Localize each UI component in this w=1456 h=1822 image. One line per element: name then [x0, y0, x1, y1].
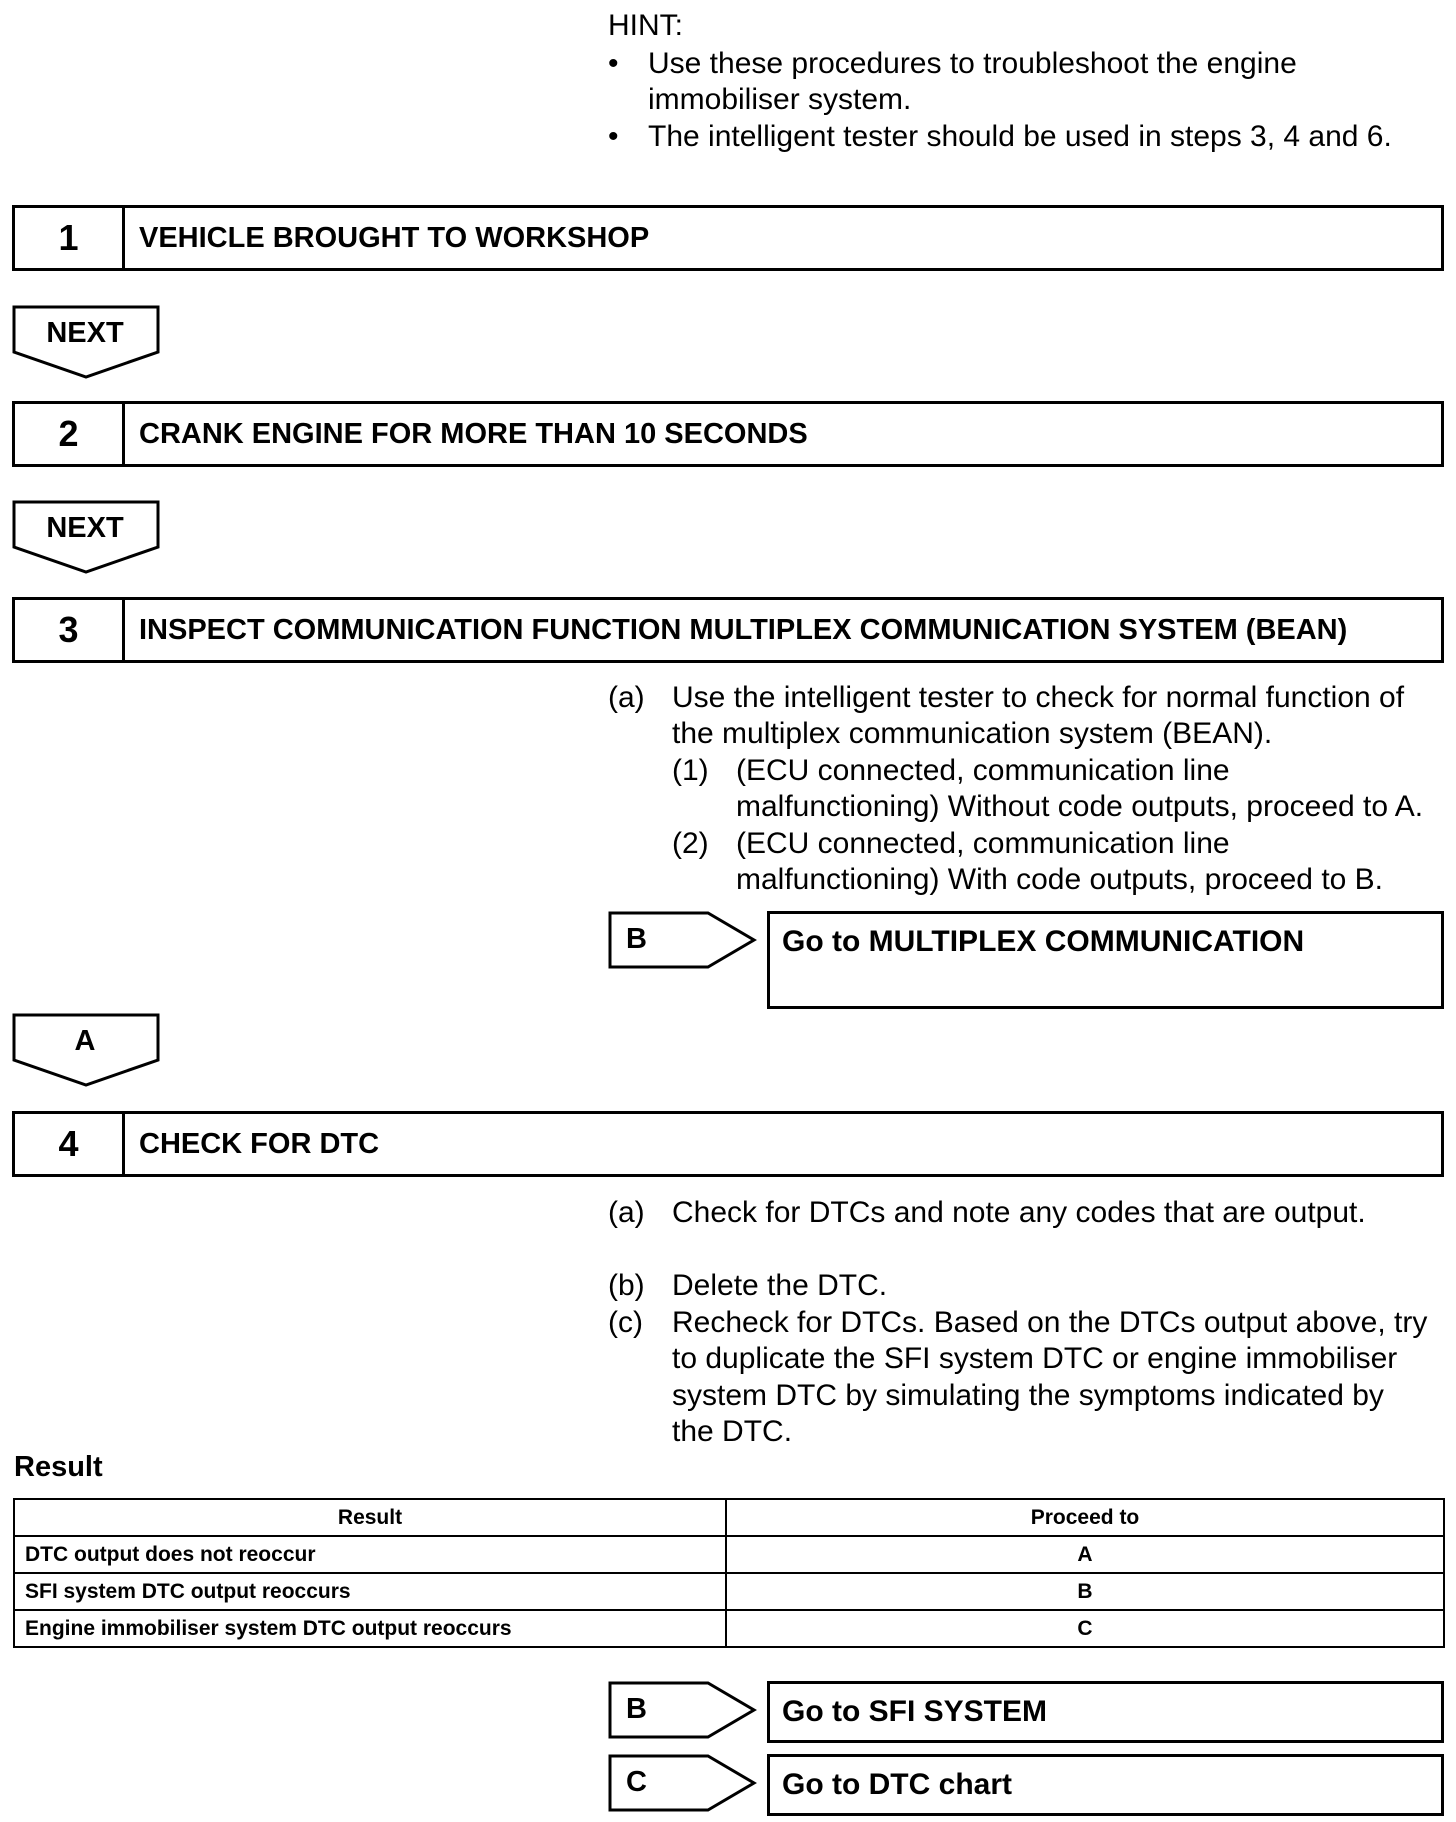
proceed-cell: A — [726, 1536, 1444, 1573]
goto-multiplex-text: Go to MULTIPLEX COMMUNICATION — [782, 925, 1305, 958]
step-title: VEHICLE BROUGHT TO WORKSHOP — [139, 222, 650, 254]
step3-sub2-line2: malfunctioning) With code outputs, proceed to B. — [736, 863, 1384, 896]
step4-c-line4: the DTC. — [672, 1415, 793, 1448]
next-arrow-2 — [12, 500, 160, 574]
step4-b-line1: Delete the DTC. — [672, 1269, 888, 1302]
step-number: 3 — [15, 600, 125, 660]
step3-a-line2: the multiplex communication system (BEAN). — [672, 717, 1273, 750]
column-header: Result — [14, 1499, 726, 1536]
proceed-cell: B — [726, 1573, 1444, 1610]
bullet-icon: • — [608, 120, 619, 153]
branch-label: B — [626, 923, 647, 955]
step4-c-marker: (c) — [608, 1306, 643, 1339]
column-header: Proceed to — [726, 1499, 1444, 1536]
step-1-box — [12, 205, 1444, 271]
table-row — [14, 1573, 1444, 1610]
step3-a-marker: (a) — [608, 681, 645, 714]
step-number: 1 — [15, 208, 125, 268]
step-number: 4 — [15, 1114, 125, 1174]
table-header-row — [14, 1499, 1444, 1536]
step-2-box — [12, 401, 1444, 467]
step4-a-line1: Check for DTCs and note any codes that are output. — [672, 1196, 1366, 1229]
step-3-box — [12, 597, 1444, 663]
result-heading: Result — [14, 1451, 103, 1483]
table-row — [14, 1536, 1444, 1573]
step4-b-marker: (b) — [608, 1269, 645, 1302]
hint-bullet-1-line2: immobiliser system. — [648, 83, 912, 116]
goto-dtc-chart-box — [767, 1754, 1444, 1816]
proceed-cell: C — [726, 1610, 1444, 1647]
step3-sub1-line1: (ECU connected, communication line — [736, 754, 1230, 787]
branch-c-arrow — [608, 1754, 758, 1814]
hint-bullet-1-line1: Use these procedures to troubleshoot the engine — [648, 47, 1297, 80]
goto-dtc-chart-text: Go to DTC chart — [782, 1768, 1012, 1801]
next-label: NEXT — [46, 317, 124, 349]
step3-a-line1: Use the intelligent tester to check for normal function of — [672, 681, 1405, 714]
goto-sfi-box — [767, 1681, 1444, 1743]
result-table — [13, 1498, 1445, 1648]
bullet-icon: • — [608, 47, 619, 80]
step-title: CHECK FOR DTC — [139, 1128, 380, 1160]
next-arrow-1 — [12, 305, 160, 379]
result-cell: DTC output does not reoccur — [14, 1536, 726, 1573]
step3-sub1-line2: malfunctioning) Without code outputs, proceed to A. — [736, 790, 1424, 823]
hint-bullet-2-line1: The intelligent tester should be used in steps 3, 4 and 6. — [648, 120, 1392, 153]
a-label: A — [74, 1025, 96, 1057]
next-label: NEXT — [46, 512, 124, 544]
step3-sub1-marker: (1) — [672, 754, 709, 787]
goto-sfi-text: Go to SFI SYSTEM — [782, 1695, 1048, 1728]
step4-c-line2: to duplicate the SFI system DTC or engine immobiliser — [672, 1342, 1398, 1375]
result-cell: Engine immobiliser system DTC output reoccurs — [14, 1610, 726, 1647]
branch-label: B — [626, 1693, 647, 1725]
step3-sub2-marker: (2) — [672, 827, 709, 860]
a-arrow — [12, 1013, 160, 1087]
step4-c-line1: Recheck for DTCs. Based on the DTCs output above, try — [672, 1306, 1428, 1339]
step-4-box — [12, 1111, 1444, 1177]
table-row — [14, 1610, 1444, 1647]
step-title: CRANK ENGINE FOR MORE THAN 10 SECONDS — [139, 418, 808, 450]
branch-b-arrow — [608, 911, 758, 971]
branch-b-arrow — [608, 1681, 758, 1741]
goto-multiplex-box — [767, 911, 1444, 1009]
step4-c-line3: system DTC by simulating the symptoms indicated by — [672, 1379, 1384, 1412]
step3-sub2-line1: (ECU connected, communication line — [736, 827, 1230, 860]
step4-a-marker: (a) — [608, 1196, 645, 1229]
branch-label: C — [626, 1766, 647, 1798]
hint-label: HINT: — [608, 9, 683, 42]
result-cell: SFI system DTC output reoccurs — [14, 1573, 726, 1610]
step-number: 2 — [15, 404, 125, 464]
step-title: INSPECT COMMUNICATION FUNCTION MULTIPLEX COMMUNICATION SYSTEM (BEAN) — [139, 614, 1348, 646]
